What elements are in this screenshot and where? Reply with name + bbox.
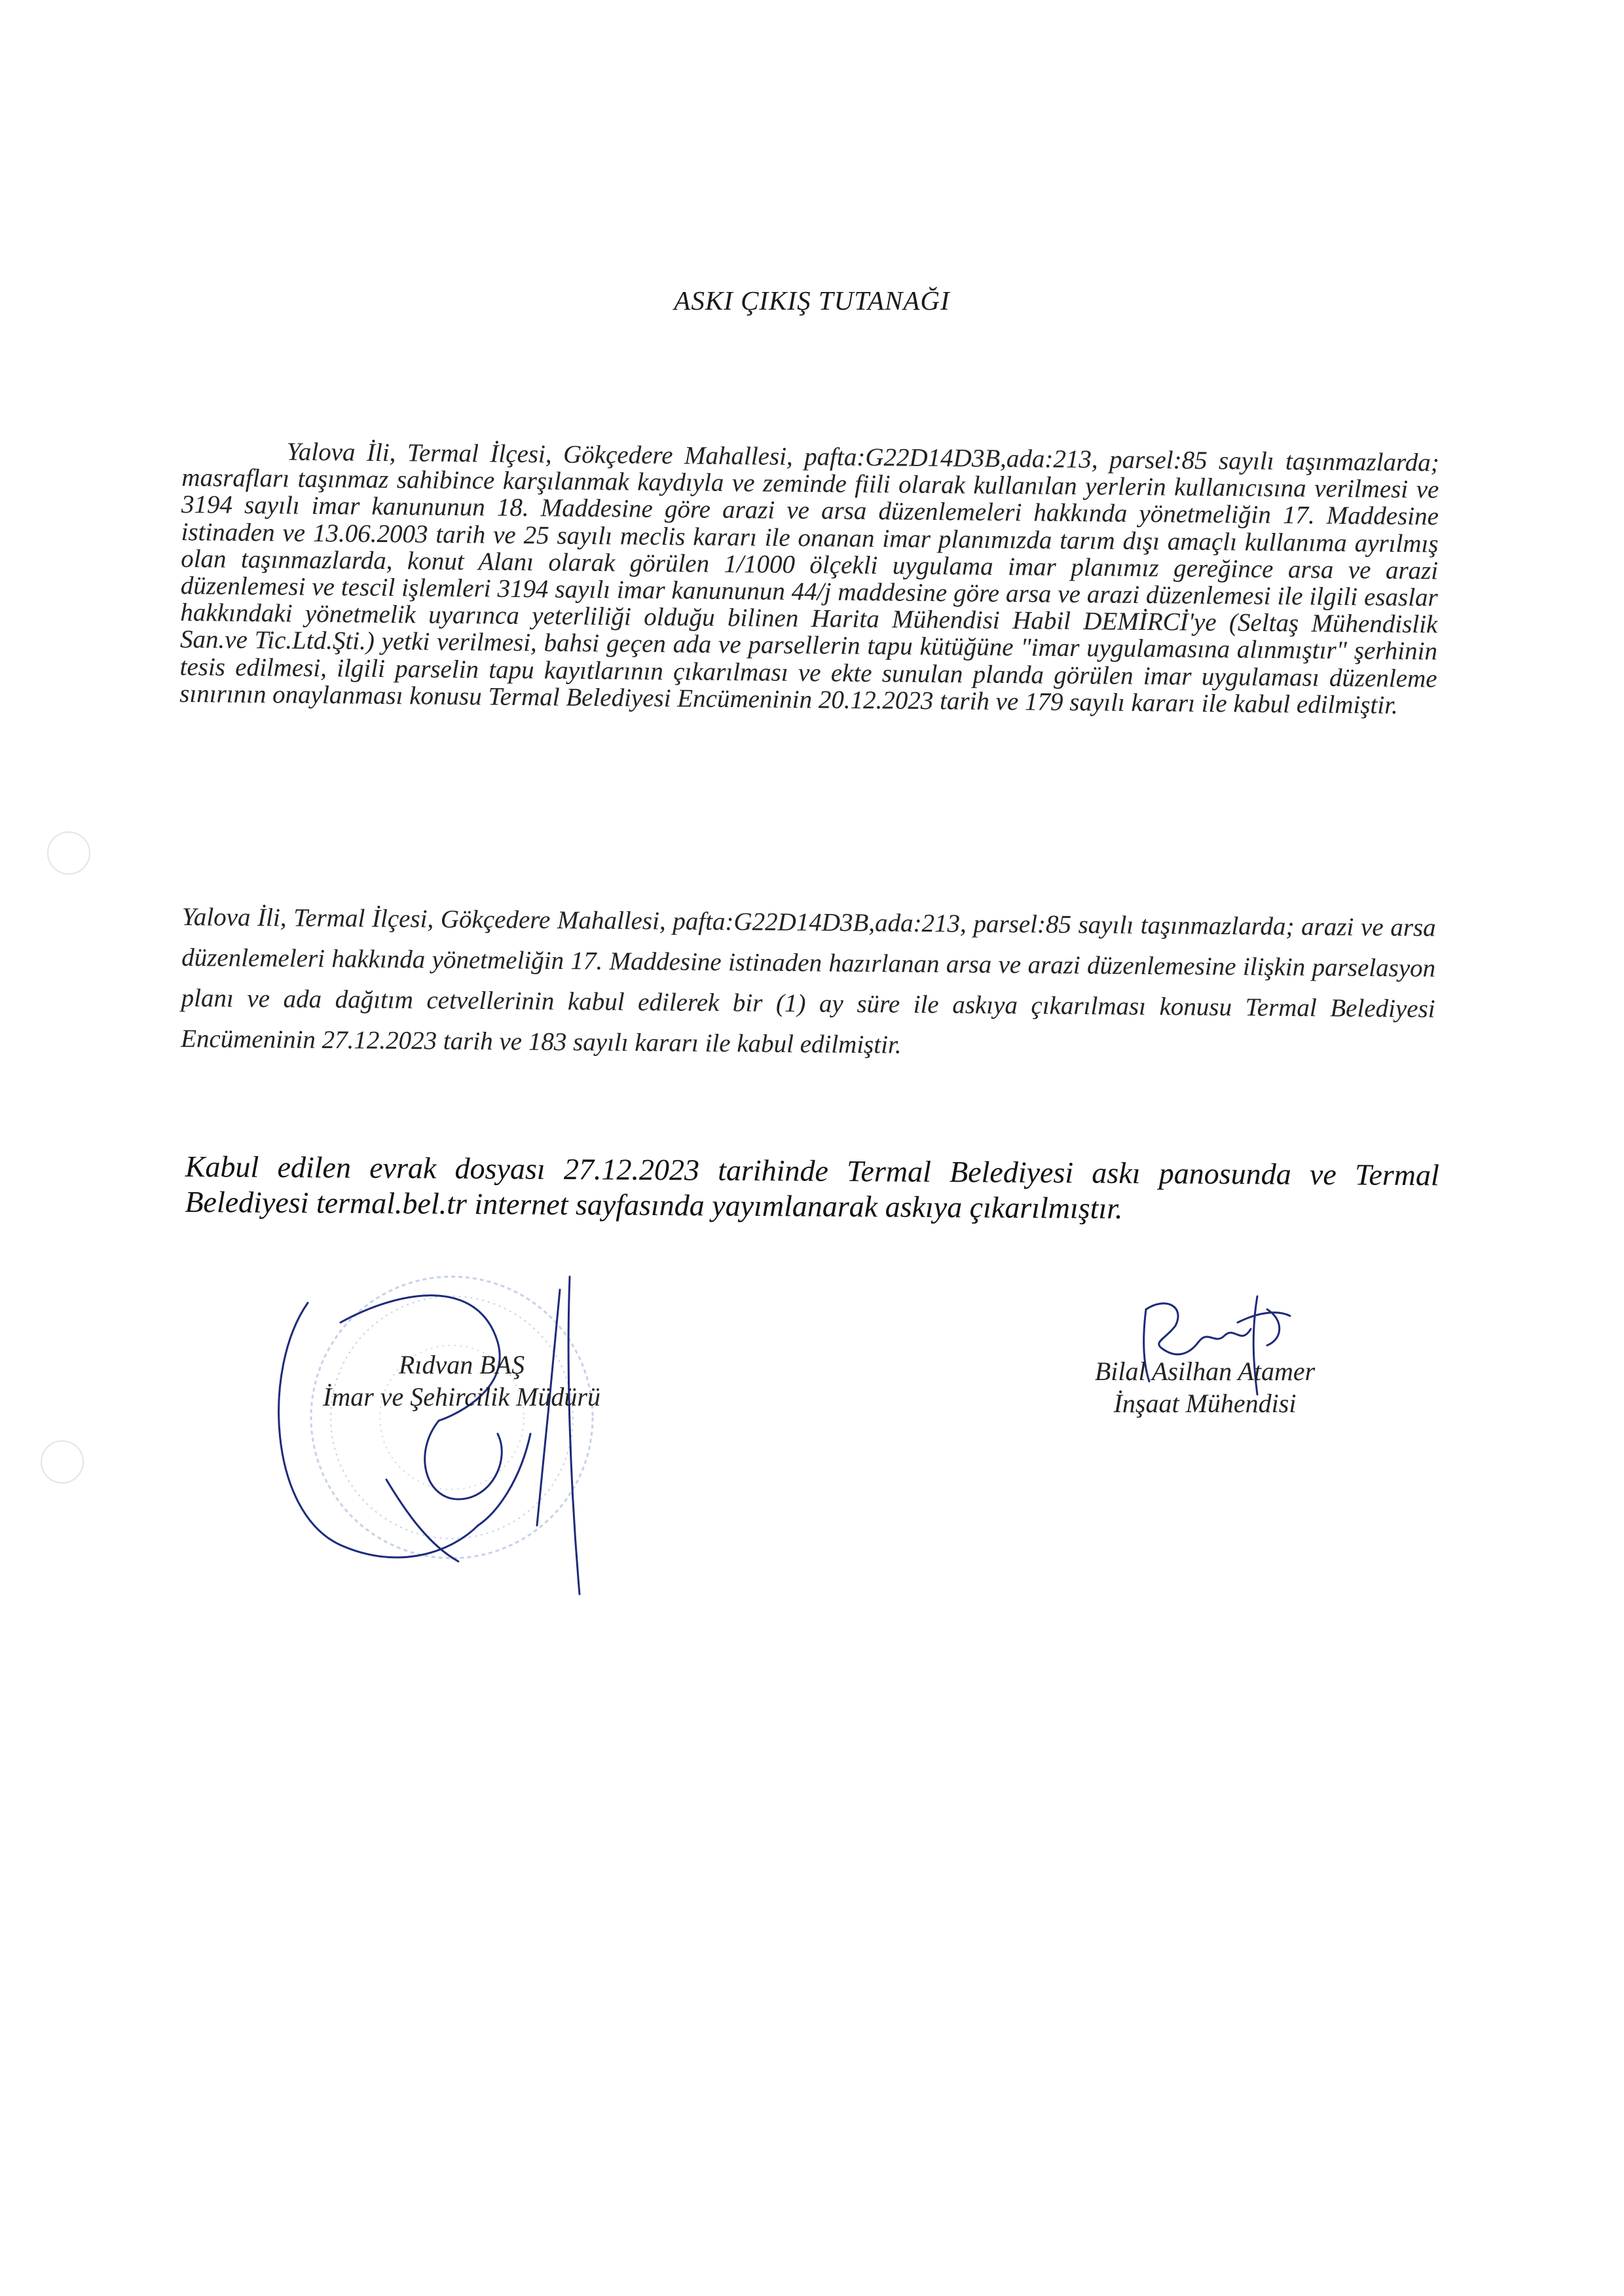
signature-block-engineer	[1035, 1355, 1375, 1419]
signatory-title: İnşaat Mühendisi	[1113, 1389, 1297, 1418]
paragraph-publication: Kabul edilen evrak dosyası 27.12.2023 tarihinde Termal Belediyesi askı panosunda ve Termal Belediyesi termal.bel.tr internet sayfasında yayımlanarak askıya çıkarılmıştır.	[185, 1150, 1439, 1225]
signatory-title: İmar ve Şehircilik Müdürü	[323, 1382, 600, 1412]
paragraph-decision-183: Yalova İli, Termal İlçesi, Gökçedere Mahallesi, pafta:G22D14D3B,ada:213, parsel:85 sayılı taşınmazlarda; arazi ve arsa düzenlemeleri hakkında yönetmeliğin 17. Maddesine istinaden hazırlanan arsa ve arazi düzenlemesine ilişkin parselasyon planı ve ada dağıtım cetvellerinin kabul edilerek bir (1) ay süre ile askıya çıkarılması konusu Termal Belediyesi Encümeninin 27.12.2023 tarih ve 183 sayılı kararı ile kabul edilmiştir.	[180, 902, 1436, 1059]
signatory-name: Rıdvan BAŞ	[398, 1350, 525, 1379]
document-title: ASKI ÇIKIŞ TUTANAĞI	[674, 285, 950, 316]
left-signature	[262, 1264, 629, 1604]
punch-hole-mark	[47, 831, 90, 875]
paragraph-decision-179: Yalova İli, Termal İlçesi, Gökçedere Mahallesi, pafta:G22D14D3B,ada:213, parsel:85 sayılı taşınmazlarda; masrafları taşınmaz sahibince karşılanmak kaydıyla ve zeminde fiili olarak kullanılan yerlerin kullanıcısına verilmesi ve 3194 sayılı imar kanununun 18. Maddesine göre arazi ve arsa düzenlemeleri hakkında yönetmeliğin 17. Maddesine istinaden ve 13.06.2003 tarih ve 25 sayılı meclis kararı ile onanan imar planımızda tarım dışı amaçlı kullanıma ayrılmış olan taşınmazlarda, konut Alanı olarak görülen 1/1000 ölçekli uygulama imar planımız gereğince arsa ve arazi düzenlemesi ve tescil işlemleri 3194 sayılı imar kanununun 44/j maddesine göre arsa ve arazi düzenlemesi ile ilgili esaslar hakkındaki yönetmelik uyarınca yeterliliği olduğu bilinen Harita Mühendisi Habil DEMİRCİ'ye (Seltaş Mühendislik San.ve Tic.Ltd.Şti.) yetki verilmesi, bahsi geçen ada ve parsellerin tapu kütüğüne "imar uygulamasına alınmıştır" şerhinin tesis edilmesi, ilgili parselin tapu kayıtlarının çıkarılması ve ekte sunulan planda görülen imar uygulaması düzenleme sınırının onaylanması konusu Termal Belediyesi Encümeninin 20.12.2023 tarih ve 179 sayılı kararı ile kabul edilmiştir.	[179, 437, 1439, 720]
punch-hole-mark	[41, 1440, 84, 1484]
signature-block-director	[265, 1349, 658, 1413]
signatory-name: Bilal Asilhan Atamer	[1094, 1357, 1316, 1386]
